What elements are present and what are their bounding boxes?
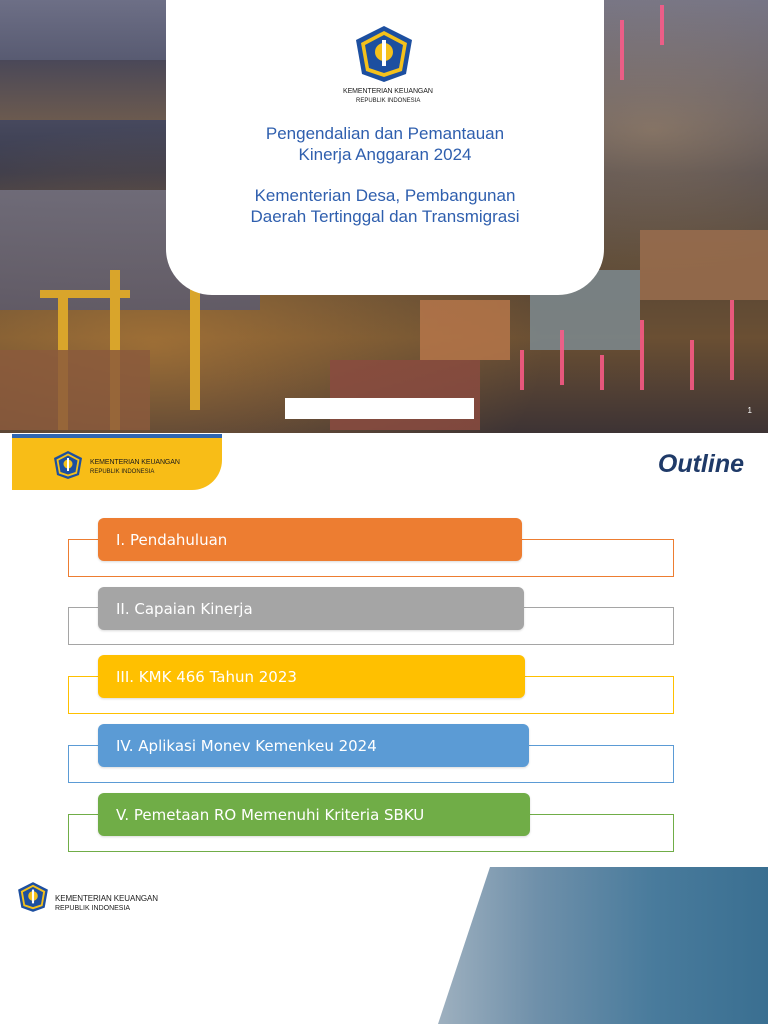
- stock-chart-bar: [600, 355, 604, 390]
- stock-chart-bar: [660, 5, 664, 45]
- stock-chart-bar: [690, 340, 694, 390]
- third-slide: [0, 867, 768, 1024]
- container-stack: [0, 350, 150, 430]
- stock-chart-bar: [620, 20, 624, 80]
- container-stack: [330, 360, 480, 430]
- stock-chart-bar: [640, 320, 644, 390]
- port-crane-arm: [40, 290, 130, 298]
- page-number: 1: [747, 406, 752, 415]
- header-logo-tab: [12, 434, 222, 490]
- stock-chart-bar: [520, 350, 524, 390]
- logo-country-name: REPUBLIK INDONESIA: [55, 905, 131, 912]
- cover-blank-box: [285, 398, 474, 419]
- logo-ministry-name: KEMENTERIAN KEUANGAN: [55, 894, 158, 903]
- logo-country-name: REPUBLIK INDONESIA: [356, 98, 421, 104]
- kemenkeu-logo-icon: [52, 450, 84, 480]
- cover-title-line2: Kinerja Anggaran 2024: [298, 145, 472, 164]
- outline-item-pendahuluan[interactable]: I. Pendahuluan: [98, 518, 522, 561]
- cover-subtitle-line2: Daerah Tertinggal dan Transmigrasi: [250, 207, 520, 226]
- logo-ministry-name: KEMENTERIAN KEUANGAN: [90, 459, 180, 466]
- kemenkeu-logo-icon: [352, 24, 416, 84]
- logo-country-name: REPUBLIK INDONESIA: [90, 469, 155, 475]
- logo-ministry-name: KEMENTERIAN KEUANGAN: [343, 88, 433, 95]
- outline-item-aplikasi-monev[interactable]: IV. Aplikasi Monev Kemenkeu 2024: [98, 724, 529, 767]
- cover-subtitle-line1: Kementerian Desa, Pembangunan: [254, 186, 516, 205]
- outline-item-kmk-466[interactable]: III. KMK 466 Tahun 2023: [98, 655, 525, 698]
- outline-item-capaian-kinerja[interactable]: II. Capaian Kinerja: [98, 587, 524, 630]
- decorative-blue-band: [438, 867, 768, 1024]
- stock-chart-bar: [560, 330, 564, 385]
- outline-item-pemetaan-ro[interactable]: V. Pemetaan RO Memenuhi Kriteria SBKU: [98, 793, 530, 836]
- container-stack: [640, 230, 768, 300]
- outline-title: Outline: [657, 450, 744, 478]
- cover-title-line1: Pengendalian dan Pemantauan: [265, 124, 505, 143]
- outline-slide: [0, 434, 768, 866]
- cover-slide: [0, 0, 768, 433]
- stock-chart-bar: [730, 300, 734, 380]
- container-stack: [420, 300, 510, 360]
- kemenkeu-logo-icon: [16, 881, 50, 913]
